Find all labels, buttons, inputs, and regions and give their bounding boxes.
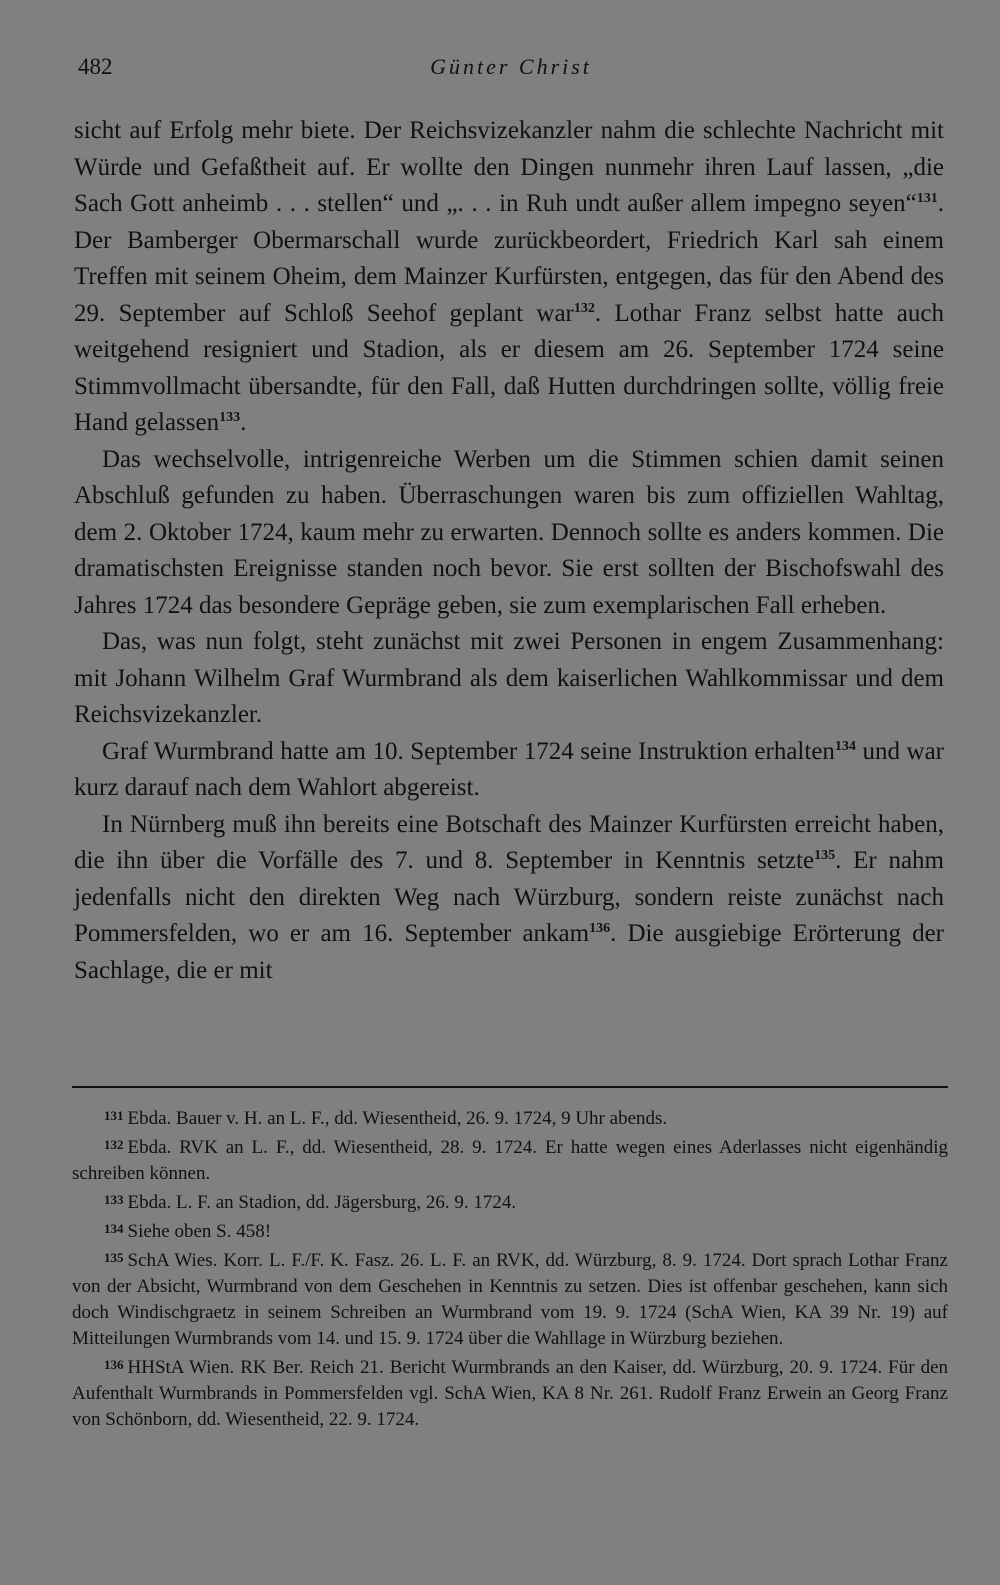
text-run: In Nürnberg muß ihn bereits eine Botschaft des Mainzer Kurfürsten erreicht haben, die ihn über die Vorfälle des 7. und 8. September in Kenntnis setzte [74, 810, 944, 874]
footnote-ref-131[interactable]: 131 [916, 191, 938, 206]
footnote-number: 132 [104, 1137, 124, 1152]
footnote-text: Ebda. Bauer v. H. an L. F., dd. Wiesentheid, 26. 9. 1724, 9 Uhr abends. [127, 1108, 668, 1129]
footnote-number: 136 [104, 1357, 124, 1372]
footnote-text: Siehe oben S. 458! [127, 1221, 272, 1242]
footnote-132 [72, 1132, 948, 1187]
text-run: . Lothar Franz selbst hatte auch weitgehend resigniert und Stadion, als er diesem am 26. September 1724 seine Stimmvollmacht übersandte, für den Fall, daß Hutten durchdringen sollte, völlig freie Hand gelassen [74, 299, 944, 436]
footnote-131 [72, 1103, 948, 1132]
paragraph-5 [74, 807, 944, 990]
paragraph-1 [74, 113, 944, 442]
footnote-135 [72, 1245, 948, 1352]
footnote-number: 131 [104, 1108, 124, 1123]
running-head: Günter Christ [430, 54, 592, 79]
text-run: Graf Wurmbrand hatte am 10. September 1724 seine Instruktion erhalten [102, 737, 835, 765]
footnote-number: 135 [104, 1250, 124, 1265]
footnote-text: Ebda. L. F. an Stadion, dd. Jägersburg, 26. 9. 1724. [127, 1192, 517, 1213]
body-text [74, 113, 944, 989]
paragraph-3: Das, was nun folgt, steht zunächst mit zwei Personen in engem Zusammenhang: mit Johann Wilhelm Graf Wurmbrand als dem kaiserlichen Wahlkommissar und dem Reichsvizekanzler. [74, 628, 944, 728]
footnote-ref-132[interactable]: 132 [573, 300, 595, 316]
text-run: sicht auf Erfolg mehr biete. Der Reichsvizekanzler nahm die schlechte Nachricht mit Würde und Gefaßtheit auf. Er wollte den Dingen nunmehr ihren Lauf lassen, „die Sach Gott anheimb . . . stellen“ und „. . . in Ruh undt außer allem impegno seyen“ [74, 117, 944, 217]
footnote-text: Ebda. RVK an L. F., dd. Wiesentheid, 28. 9. 1724. Er hatte wegen eines Aderlasses nicht eigenhändig schreiben können. [72, 1137, 948, 1184]
page-number: 482 [78, 54, 113, 79]
paragraph-4 [74, 734, 944, 807]
footnote-text: HHStA Wien. RK Ber. Reich 21. Bericht Wurmbrands an den Kaiser, dd. Würzburg, 20. 9. 1724. Für den Aufenthalt Wurmbrands in Pommersfelden vgl. SchA Wien, KA 8 Nr. 261. Rudolf Franz Erwein an Georg Franz von Schönborn, dd. Wiesentheid, 22. 9. 1724. [72, 1357, 948, 1430]
footnote-ref-136[interactable]: 136 [589, 921, 611, 936]
footnote-number: 133 [104, 1192, 124, 1207]
text-run: . [240, 409, 247, 436]
footnote-ref-133[interactable]: 133 [219, 410, 241, 425]
text-run: . Er nahm jedenfalls nicht den direkten Weg nach Würzburg, sondern reiste zunächst nach Pommersfelden, wo er am 16. September ankam [74, 847, 944, 947]
footnote-133 [72, 1187, 948, 1216]
footnote-text: SchA Wies. Korr. L. F./F. K. Fasz. 26. L. F. an RVK, dd. Würzburg, 8. 9. 1724. Dort sprach Lothar Franz von der Absicht, Wurmbrand von dem Geschehen in Kenntnis zu setzen. Dies ist offenbar geschehen, kann sich doch Windischgraetz in seinem Schreiben an Wurmbrand vom 19. 9. 1724 (SchA Wien, KA 39 Nr. 19) auf Mitteilungen Wurmbrands vom 14. und 15. 9. 1724 über die Wahllage in Würzburg beziehen. [72, 1250, 948, 1349]
footnote-divider [72, 1086, 948, 1088]
footnote-ref-134[interactable]: 134 [834, 738, 856, 754]
paragraph-2: Das wechselvolle, intrigenreiche Werben um die Stimmen schien damit seinen Abschluß gefunden zu haben. Überraschungen waren bis zum offiziellen Wahltag, dem 2. Oktober 1724, kaum mehr zu erwarten. Dennoch sollte es anders kommen. Die dramatischsten Ereignisse standen noch bevor. Sie erst sollten der Bischofswahl des Jahres 1724 das besondere Gepräge geben, sie zum exemplarischen Fall erheben. [74, 445, 944, 619]
page-header [78, 54, 944, 88]
footnote-134 [72, 1216, 948, 1245]
footnote-136 [72, 1352, 948, 1433]
text-run: und war kurz darauf nach dem Wahlort abgereist. [74, 737, 944, 801]
footnote-ref-135[interactable]: 135 [814, 848, 836, 863]
text-run: . Der Bamberger Obermarschall wurde zurückbeordert, Friedrich Karl sah einem Treffen mit seinem Oheim, dem Mainzer Kurfürsten, entgegen, das für den Abend des 29. September auf Schloß Seehof geplant war [74, 190, 944, 327]
footnote-number: 134 [104, 1221, 124, 1236]
text-run: . Die ausgiebige Erörterung der Sachlage, die er mit [74, 920, 944, 984]
footnotes [72, 1103, 948, 1433]
